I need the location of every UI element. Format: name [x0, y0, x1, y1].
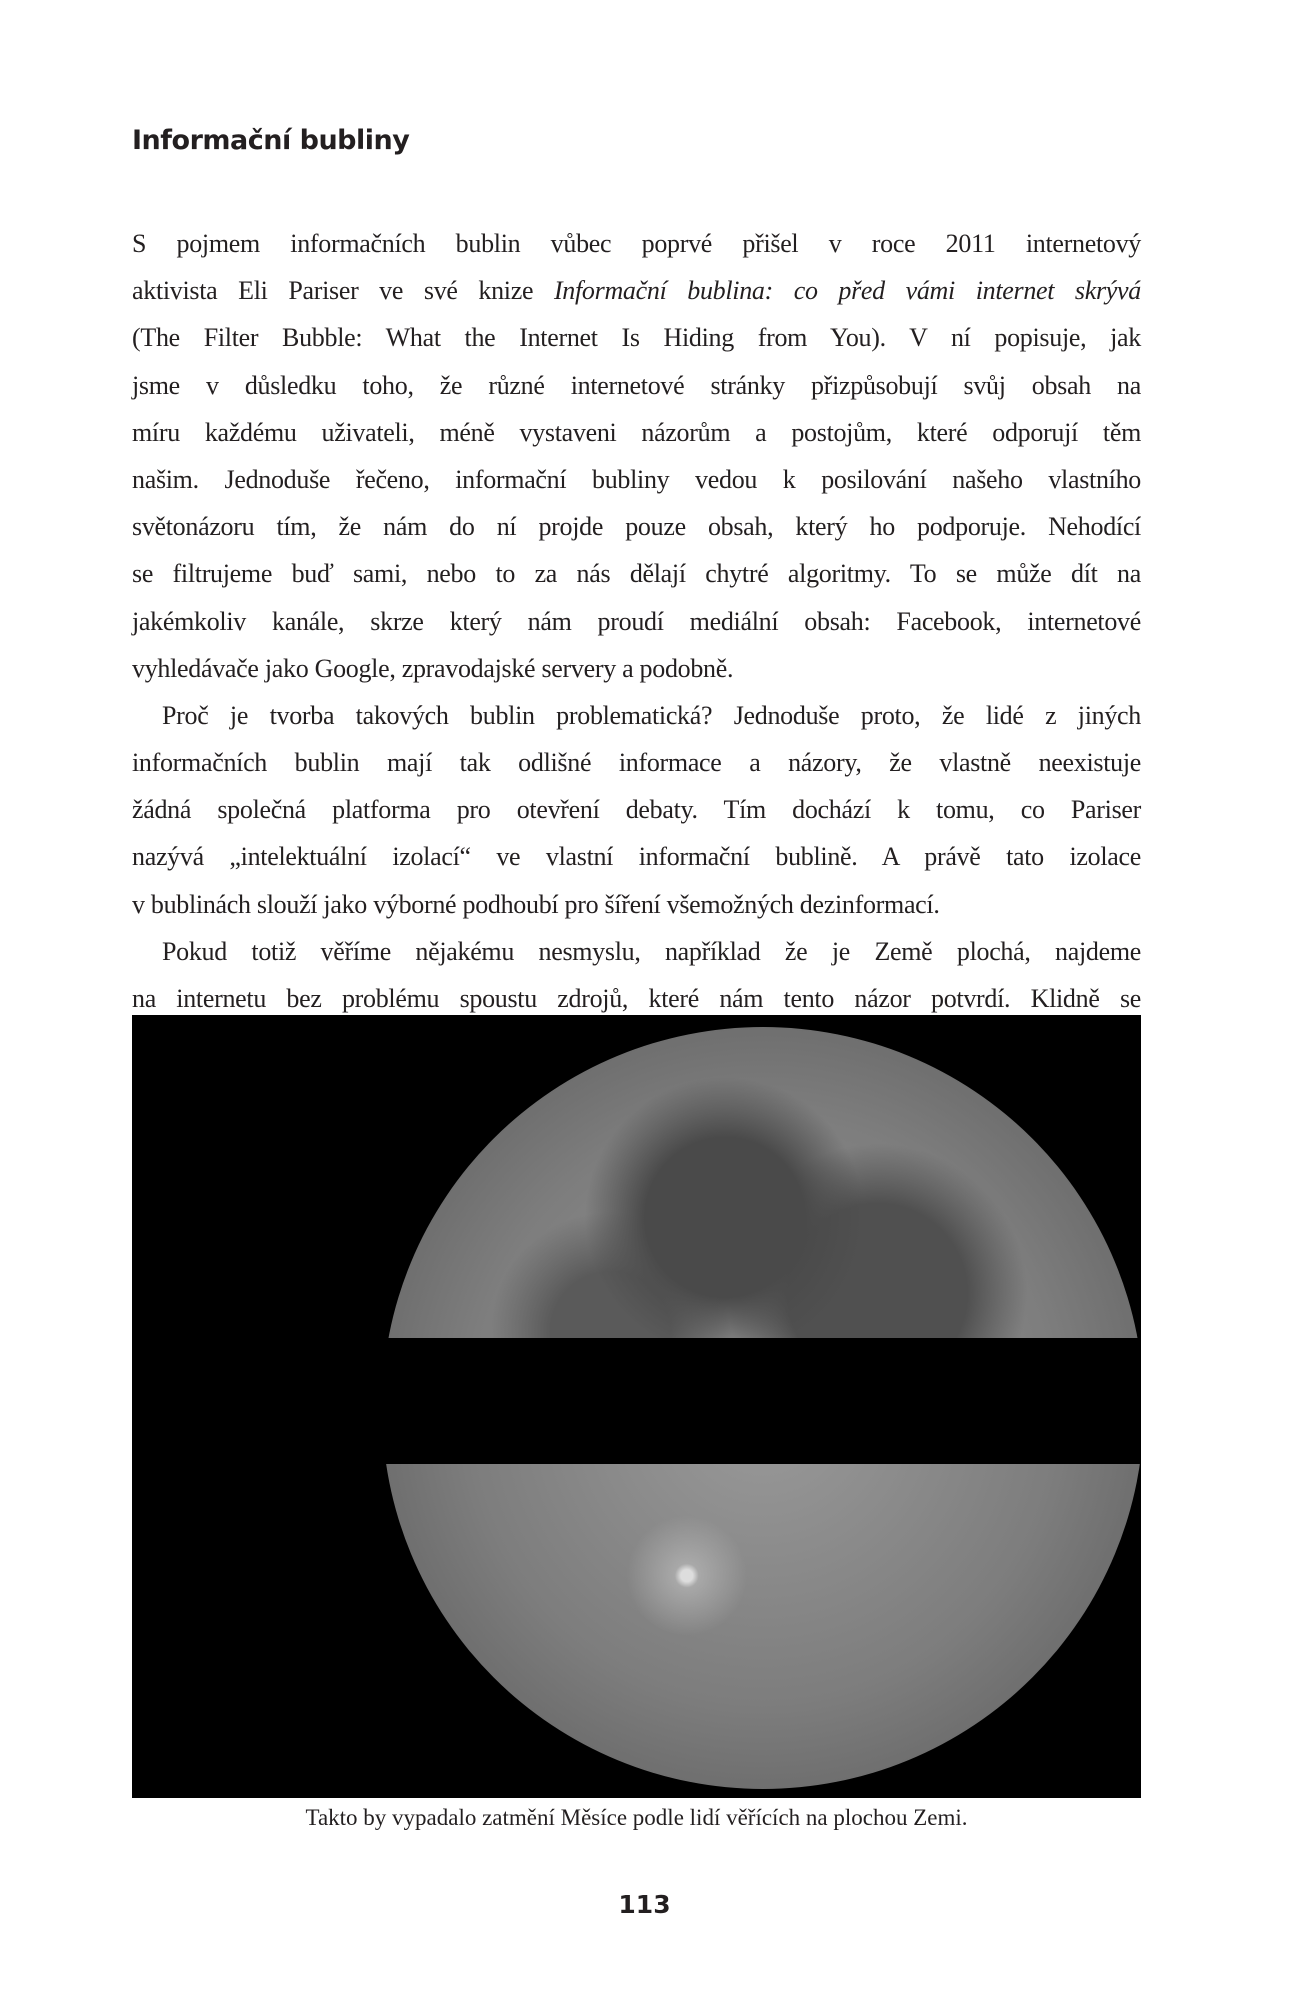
- text-line: se filtrujeme buď sami, nebo to za nás dělají chytré algoritmy. To se může dít na: [132, 559, 1141, 589]
- moon-eclipse-photo: [132, 1015, 1141, 1798]
- text-line: informačních bublin mají tak odlišné informace a názory, že vlastně neexistuje: [132, 748, 1141, 778]
- photo-caption: Takto by vypadalo zatmění Měsíce podle lidí věřících na plochou Zemi.: [305, 1805, 968, 1830]
- text-line: jsme v důsledku toho, že různé internetové stránky přizpůsobují svůj obsah na: [132, 370, 1141, 400]
- page-number: 113: [618, 1890, 671, 1919]
- text-line: Pokud totiž věříme nějakému nesmyslu, například že je Země plochá, najdeme: [162, 936, 1141, 966]
- text-span: aktivista Eli Pariser ve své knize: [132, 276, 554, 306]
- text-line: v bublinách slouží jako výborné podhoubí pro šíření všemožných dezinformací.: [132, 889, 940, 919]
- shadow-band: [132, 1338, 1141, 1464]
- text-line: Proč je tvorba takových bublin problematická? Jednoduše proto, že lidé z jiných: [162, 700, 1141, 730]
- section-heading: Informační bubliny: [132, 125, 410, 156]
- text-line: (The Filter Bubble: What the Internet Is Hiding from You). V ní popisuje, jak: [132, 323, 1141, 353]
- text-line: nazývá „intelektuální izolací“ ve vlastní informační bublině. A právě tato izolace: [132, 842, 1141, 872]
- text-line: S pojmem informačních bublin vůbec poprvé přišel v roce 2011 internetový: [132, 229, 1141, 258]
- text-line: žádná společná platforma pro otevření debaty. Tím dochází k tomu, co Pariser: [132, 795, 1141, 825]
- text-line: míru každému uživateli, méně vystaveni názorům a postojům, které odporují těm: [132, 417, 1141, 447]
- book-title: Informační bublina: co před vámi internet skrývá: [553, 276, 1141, 306]
- text-line: vyhledávače jako Google, zpravodajské servery a podobně.: [132, 653, 734, 683]
- text-line: našim. Jednoduše řečeno, informační bubliny vedou k posilování našeho vlastního: [132, 464, 1141, 494]
- text-line: na internetu bez problému spoustu zdrojů, které nám tento názor potvrdí. Klidně se: [132, 984, 1141, 1013]
- text-line: jakémkoliv kanále, skrze který nám proudí mediální obsah: Facebook, internetové: [132, 606, 1141, 636]
- text-line: světonázoru tím, že nám do ní projde pouze obsah, který ho podporuje. Nehodící: [132, 512, 1141, 542]
- body-text: [132, 220, 1141, 1022]
- text-line: [132, 267, 1141, 314]
